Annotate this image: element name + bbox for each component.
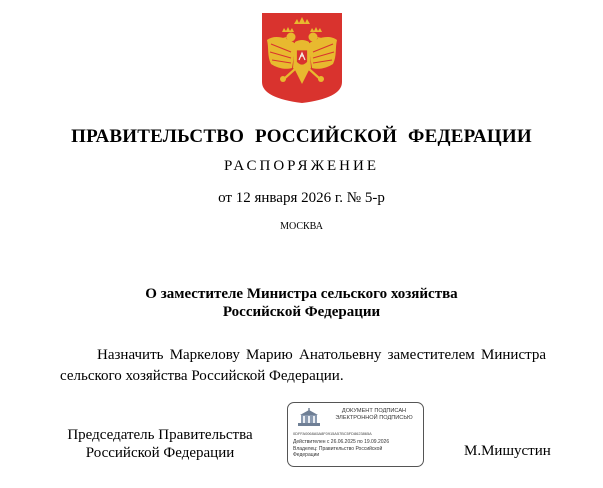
stamp-validity: Действителен с 26.06.2025 по 19.09.2026 [293,439,390,445]
signer-position-line-2: Российской Федерации [85,445,235,461]
document-date-number: от 12 января 2026 г. № 5-р [218,190,385,206]
document-city: МОСКВА [280,221,323,232]
organization-title: ПРАВИТЕЛЬСТВО РОССИЙСКОЙ ФЕДЕРАЦИИ [71,126,532,147]
signer-position-line-1: Председатель Правительства [67,427,253,443]
subject-line-1: О заместителе Министра сельского хозяйства [145,286,458,302]
signer-name: М.Мишустин [464,443,551,459]
coat-of-arms-icon [261,12,343,104]
government-building-icon [297,408,321,428]
document-subject [0,285,603,321]
order-text: Назначить Маркелову Марию Анатольевну заместителем Министра сельского хозяйства Российской Федерации. [60,347,546,384]
signer-position [60,426,260,462]
stamp-owner-line-1: Владелец: Правительство Российской [293,446,383,452]
subject-line-2: Российской Федерации [222,304,381,320]
stamp-heading [328,408,420,422]
stamp-heading-line-2: ЭЛЕКТРОННОЙ ПОДПИСЬЮ [335,415,413,421]
stamp-owner-line-2: Федерации [293,452,320,458]
stamp-heading-line-1: ДОКУМЕНТ ПОДПИСАН [341,408,407,414]
electronic-signature-stamp [287,402,424,467]
stamp-certificate-number: 0DFFA0068A5A8F0915A57BC5FD8623865A [293,431,372,436]
stamp-owner [293,446,382,458]
document-type: РАСПОРЯЖЕНИЕ [223,158,379,174]
